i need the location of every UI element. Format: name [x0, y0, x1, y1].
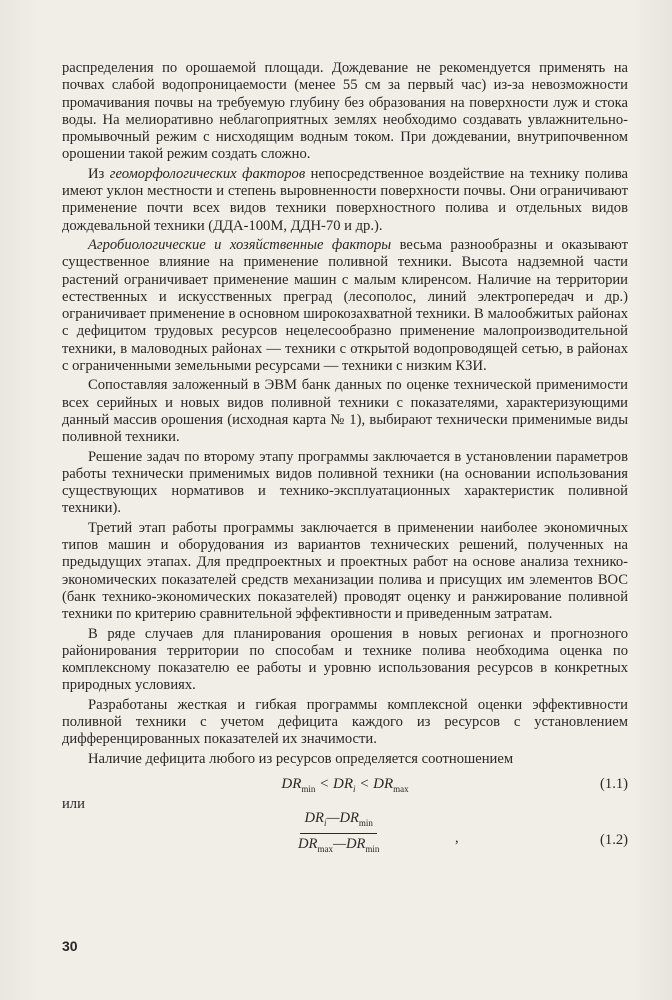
paragraph-2-italic-term: геоморфологических факторов — [109, 165, 306, 182]
formula-1-1-expression: $DR_{min} < DR_i < DR_{max}$ — [281, 775, 409, 794]
paragraph-4: Сопоставляя заложенный в ЭВМ банк данных по оценке технической применимости всех серийных и новых видов поливной техники с показателями, характеризующими данный массив орошения (исходная карта № 1), выбирают технически применимые виды поливной техники. — [62, 377, 628, 446]
paragraph-2 — [62, 166, 628, 235]
page-number: 30 — [62, 938, 78, 954]
paragraph-6: Третий этап работы программы заключается в применении наиболее экономичных типов машин и оборудования из вариантов технических решений, полученных на предыдущих этапах. Для предпроектных и проектных работ на основе анализа технико-экономических показателей средств механизации полива и присущих им элементов ВОС (банк технико-экономических показателей) проводят оценку и ранжирование поливной техники по критерию сравнительной эффективности и приведенным затратам. — [62, 519, 628, 623]
paragraph-3-body: весьма разнообразны и оказывают существенное влияние на применение поливной техники. Высота надземной части растений ограничивает применение машин с малым клиренсом. Наличие на территории естественных и искусственных преград (лесополос, линий электропередач и др.) ограничивает применение в основном широкозахватной техники. В малообжитых районах с дефицитом трудовых ресурсов нецелесообразно применение малопроизводительной техники, в маловодных районах — техники с открытой водопроводящей сетью, в районах с ограниченными земельными ресурсами — техники с низким КЗИ. — [62, 236, 628, 375]
paragraph-9: Наличие дефицита любого из ресурсов определяется соотношением — [88, 750, 514, 767]
paragraph-3 — [62, 237, 628, 375]
page-text — [62, 60, 628, 856]
conjunction-ili: или — [62, 795, 85, 812]
paragraph-1: распределения по орошаемой площади. Дождевание не рекомендуется применять на почвах слабой водопроницаемости (менее 55 см за первый час) из-за невозможности промачивания почвы на требуемую глубину без образования на поверхности луж и стока воды. На мелиоративно неблагоприятных землях необходимо создавать увлажнительно-промывочный режим с нисходящим водным током. При дождевании, внутрипочвенном орошении такой режим создать сложно. — [62, 60, 628, 163]
formula-1-1 — [62, 774, 628, 800]
paragraph-8: Разработаны жесткая и гибкая программы комплексной оценки эффективности поливной техники с учетом дефицита каждого из ресурсов с установлением дифференцированных показателей их значимости. — [62, 696, 628, 748]
paragraph-7: В ряде случаев для планирования орошения в новых регионах и прогнозного районирования территории по способам и технике полива необходима оценка по комплексному показателю ее работы и уровню использования ресурсов в конкретных природных условиях. — [62, 625, 628, 694]
formula-1-2 — [62, 810, 628, 856]
formula-1-2-fraction — [294, 810, 383, 858]
paragraph-3-italic-term: Агробиологические и хозяйственные факторы — [88, 236, 392, 253]
formula-1-2-number: (1.2) — [600, 831, 628, 848]
paragraph-2-lead: Из — [88, 165, 110, 182]
paragraph-2-body: непосредственное воздействие на технику полива имеют уклон местности и степень выровненности поверхности почвы. Они ограничивают применение почти всех видов техники поверхностного полива и отдельных видов дождевальной техники (ДДА-100М, ДДН-70 и др.). — [62, 165, 628, 234]
formula-1-2-comma: , — [455, 829, 459, 846]
paragraph-5: Решение задач по второму этапу программы заключается в установлении параметров работы технически применимых видов поливной техники (на основании использования существующих нормативов и технико-эксплуатационных характеристик поливной техники). — [62, 448, 628, 517]
fraction-numerator: $DR_i—DR_{min}$ — [300, 810, 376, 834]
formula-1-1-number: (1.1) — [600, 775, 628, 792]
fraction-denominator: $DR_{max}—DR_{min}$ — [298, 835, 380, 854]
